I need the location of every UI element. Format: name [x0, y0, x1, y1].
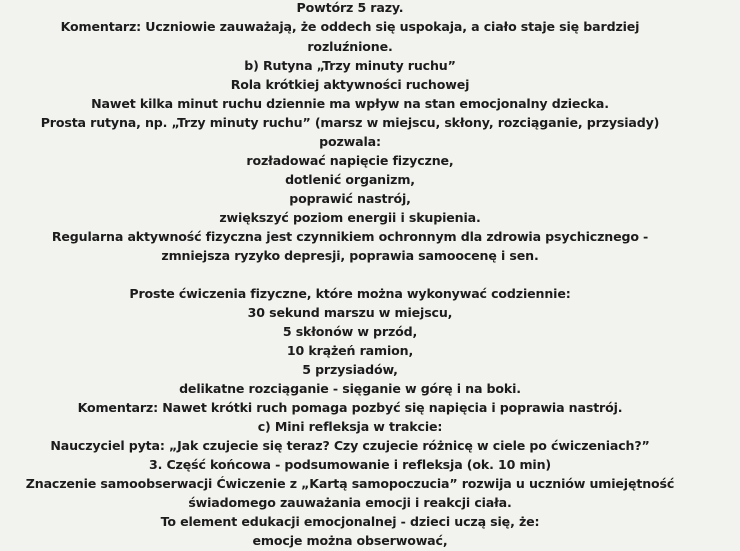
section-heading-routine: b) Rutyna „Trzy minuty ruchu”	[244, 58, 456, 73]
subheading-role-of-activity: Rola krótkiej aktywności ruchowej	[230, 77, 470, 92]
list-item-stretching: delikatne rozciąganie - sięganie w górę i na boki.	[179, 381, 521, 396]
text-line-regular-activity: Regularna aktywność fizyczna jest czynnikiem ochronnym dla zdrowia psychicznego -	[51, 229, 649, 244]
text-line-comment-breath: Komentarz: Uczniowie zauważają, że oddech się uspokaja, a ciało staje się bardziej	[60, 19, 640, 34]
section-heading-mini-reflection: c) Mini refleksja w trakcie:	[257, 419, 443, 434]
text-line-few-minutes: Nawet kilka minut ruchu dziennie ma wpływ na stan emocjonalny dziecka.	[91, 96, 609, 111]
list-item-march: 30 sekund marszu w miejscu,	[247, 305, 453, 320]
text-line-comment-movement: Komentarz: Nawet krótki ruch pomaga pozbyć się napięcia i poprawia nastrój.	[77, 400, 623, 415]
text-line-relaxed: rozluźnione.	[307, 39, 393, 54]
list-item-squats: 5 przysiadów,	[302, 362, 398, 377]
list-item-release-tension: rozładować napięcie fizyczne,	[246, 153, 454, 168]
text-line-allows: pozwala:	[319, 134, 381, 149]
text-line-conscious-noticing: świadomego zauważania emocji i reakcji ciała.	[188, 495, 512, 510]
text-line-reduces-risk: zmniejsza ryzyko depresji, poprawia samoocenę i sen.	[161, 248, 539, 263]
text-line-repeat: Powtórz 5 razy.	[296, 0, 404, 15]
list-item-arm-circles: 10 krążeń ramion,	[286, 343, 414, 358]
text-line-simple-routine: Prosta rutyna, np. „Trzy minuty ruchu” (marsz w miejscu, skłony, rozciąganie, przysiady)	[40, 115, 660, 130]
subheading-simple-exercises: Proste ćwiczenia fizyczne, które można wykonywać codziennie:	[129, 286, 571, 301]
list-item-bends: 5 skłonów w przód,	[282, 324, 418, 339]
text-line-self-observation: Znaczenie samoobserwacji Ćwiczenie z „Kartą samopoczucia” rozwija u uczniów umiejętność	[25, 476, 675, 491]
section-heading-final-part: 3. Część końcowa - podsumowanie i refleksja (ok. 10 min)	[148, 457, 552, 472]
list-item-increase-energy: zwiększyć poziom energii i skupienia.	[219, 210, 481, 225]
list-item-improve-mood: poprawić nastrój,	[289, 191, 411, 206]
list-item-oxygenate: dotlenić organizm,	[285, 172, 415, 187]
text-line-emotional-education: To element edukacji emocjonalnej - dzieci uczą się, że:	[160, 514, 540, 529]
list-item-emotions-observable: emocje można obserwować,	[252, 533, 448, 548]
text-line-teacher-asks: Nauczyciel pyta: „Jak czujecie się teraz? Czy czujecie różnicę w ciele po ćwiczeniach?”	[50, 438, 650, 453]
